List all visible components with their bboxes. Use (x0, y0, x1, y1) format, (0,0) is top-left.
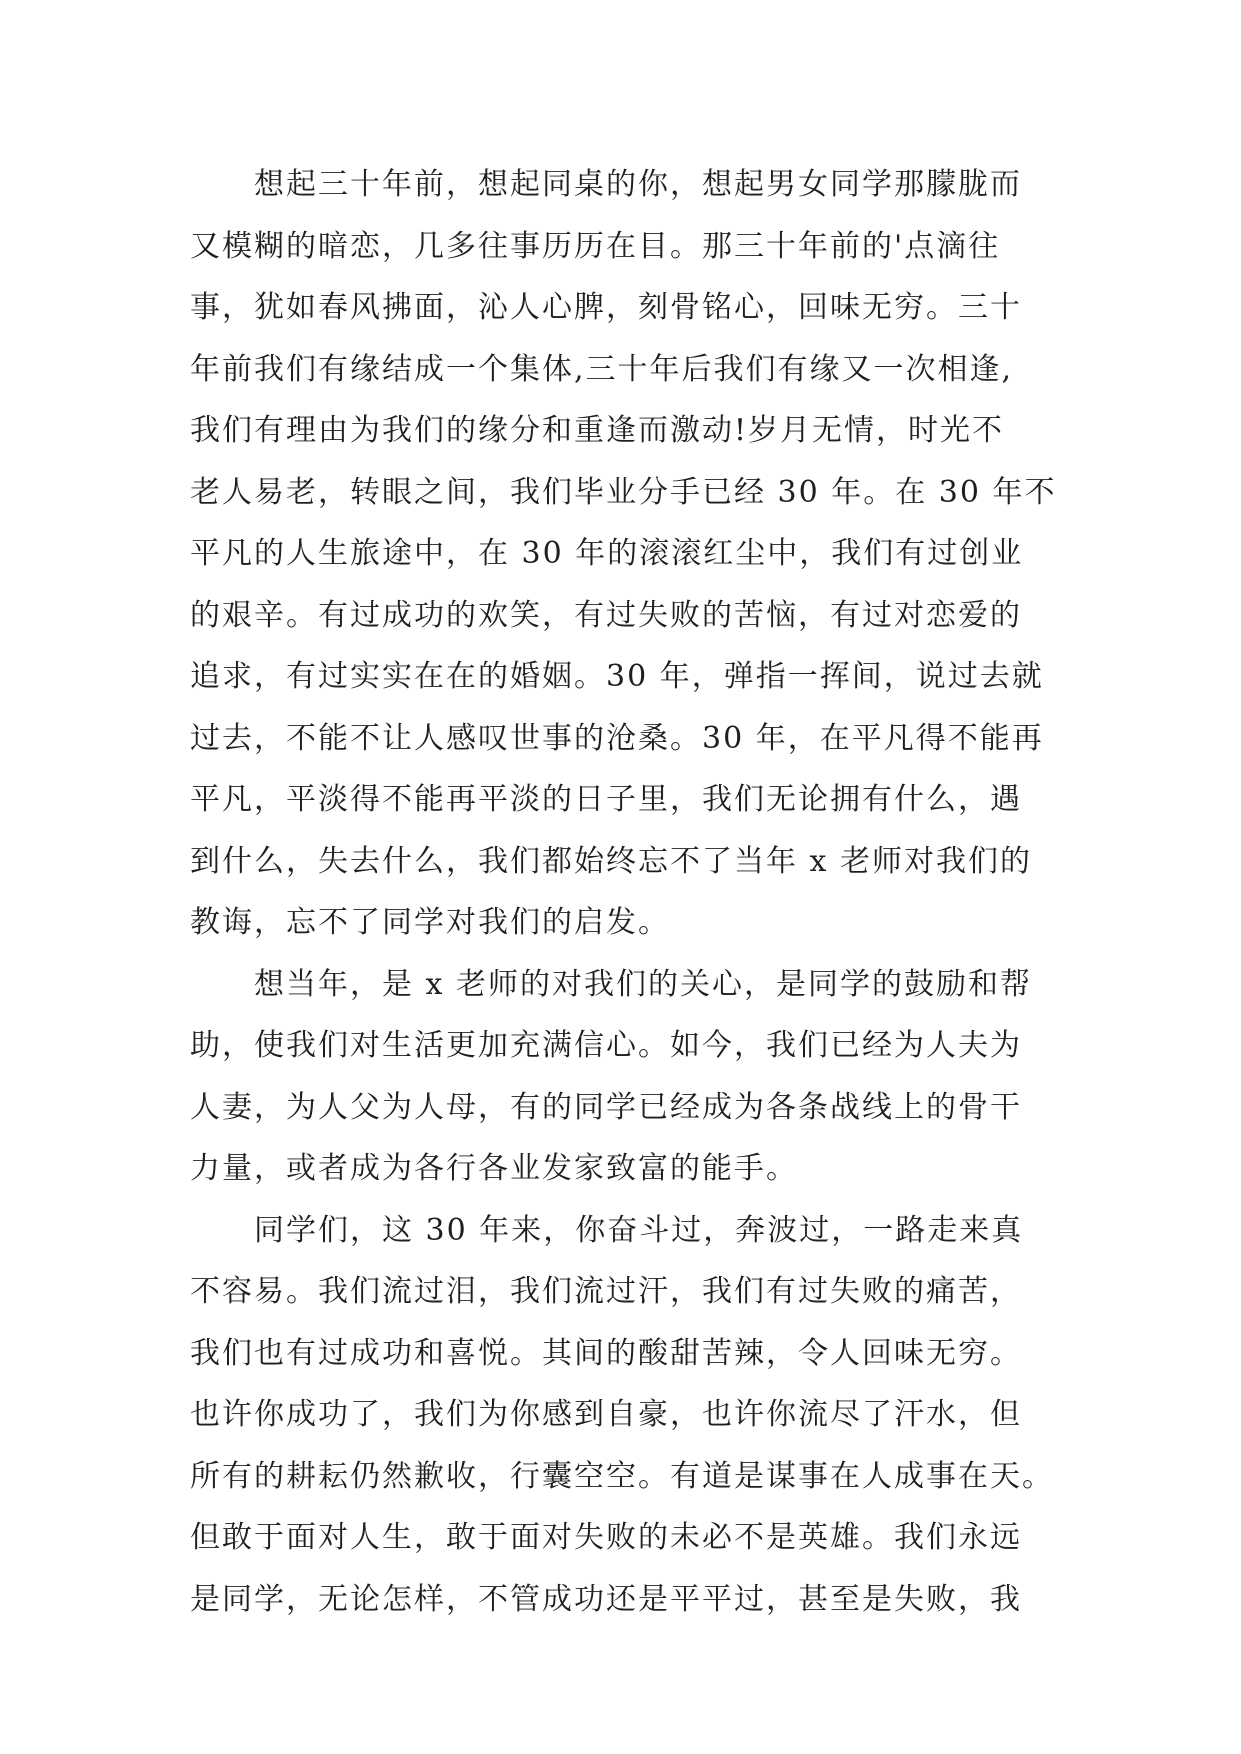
paragraph-2-line-1: 想当年，是 x 老师的对我们的关心，是同学的鼓励和帮 (254, 966, 1032, 1002)
paragraph-1-line-7: 平凡的人生旅途中，在 30 年的滚滚红尘中，我们有过创业 (190, 536, 1024, 571)
paragraph-1-line-9: 追求，有过实实在在的婚姻。30 年，弹指一挥间，说过去就 (190, 659, 1044, 694)
paragraph-1-line-1: 想起三十年前，想起同桌的你，想起男女同学那朦胧而 (254, 167, 1022, 202)
paragraph-1-line-8: 的艰辛。有过成功的欢笑，有过失败的苦恼，有过对恋爱的 (190, 597, 1022, 633)
paragraph-1-line-3: 事，犹如春风拂面，沁人心脾，刻骨铭心，回味无穷。三十 (190, 290, 1022, 325)
paragraph-3-line-2: 不容易。我们流过泪，我们流过汗，我们有过失败的痛苦， (190, 1274, 1022, 1309)
paragraph-2-line-3: 人妻，为人父为人母，有的同学已经成为各条战线上的骨干 (190, 1089, 1022, 1125)
paragraph-3-line-3: 我们也有过成功和喜悦。其间的酸甜苦辣，令人回味无穷。 (190, 1335, 1022, 1371)
paragraph-1-line-6: 老人易老，转眼之间，我们毕业分手已经 30 年。在 30 年不 (190, 474, 1057, 510)
paragraph-3-line-7: 是同学，无论怎样，不管成功还是平平过，甚至是失败，我 (190, 1581, 1022, 1617)
body-text (190, 154, 1057, 1630)
paragraph-3-line-6: 但敢于面对人生，敢于面对失败的未必不是英雄。我们永远 (190, 1520, 1022, 1555)
paragraph-3-line-4: 也许你成功了，我们为你感到自豪，也许你流尽了汗水，但 (190, 1397, 1022, 1432)
paragraph-1-line-4: 年前我们有缘结成一个集体,三十年后我们有缘又一次相逢, (190, 351, 1014, 387)
paragraph-2-line-2: 助，使我们对生活更加充满信心。如今，我们已经为人夫为 (190, 1028, 1022, 1063)
paragraph-2-line-4: 力量，或者成为各行各业发家致富的能手。 (190, 1151, 798, 1186)
paragraph-1-line-13: 教诲，忘不了同学对我们的启发。 (190, 905, 670, 940)
paragraph-1-line-10: 过去，不能不让人感叹世事的沧桑。30 年，在平凡得不能再 (190, 720, 1044, 756)
paragraph-1-line-2: 又模糊的暗恋，几多往事历历在目。那三十年前的'点滴往 (190, 228, 1001, 264)
paragraph-1-line-5: 我们有理由为我们的缘分和重逢而激动!岁月无情，时光不 (190, 413, 1005, 448)
paragraph-1-line-11: 平凡，平淡得不能再平淡的日子里，我们无论拥有什么，遇 (190, 782, 1022, 817)
paragraph-3-line-5: 所有的耕耘仍然歉收，行囊空空。有道是谋事在人成事在天。 (190, 1458, 1054, 1494)
paragraph-1-line-12: 到什么，失去什么，我们都始终忘不了当年 x 老师对我们的 (190, 843, 1032, 879)
paragraph-3-line-1: 同学们，这 30 年来，你奋斗过，奔波过，一路走来真 (254, 1212, 1024, 1248)
